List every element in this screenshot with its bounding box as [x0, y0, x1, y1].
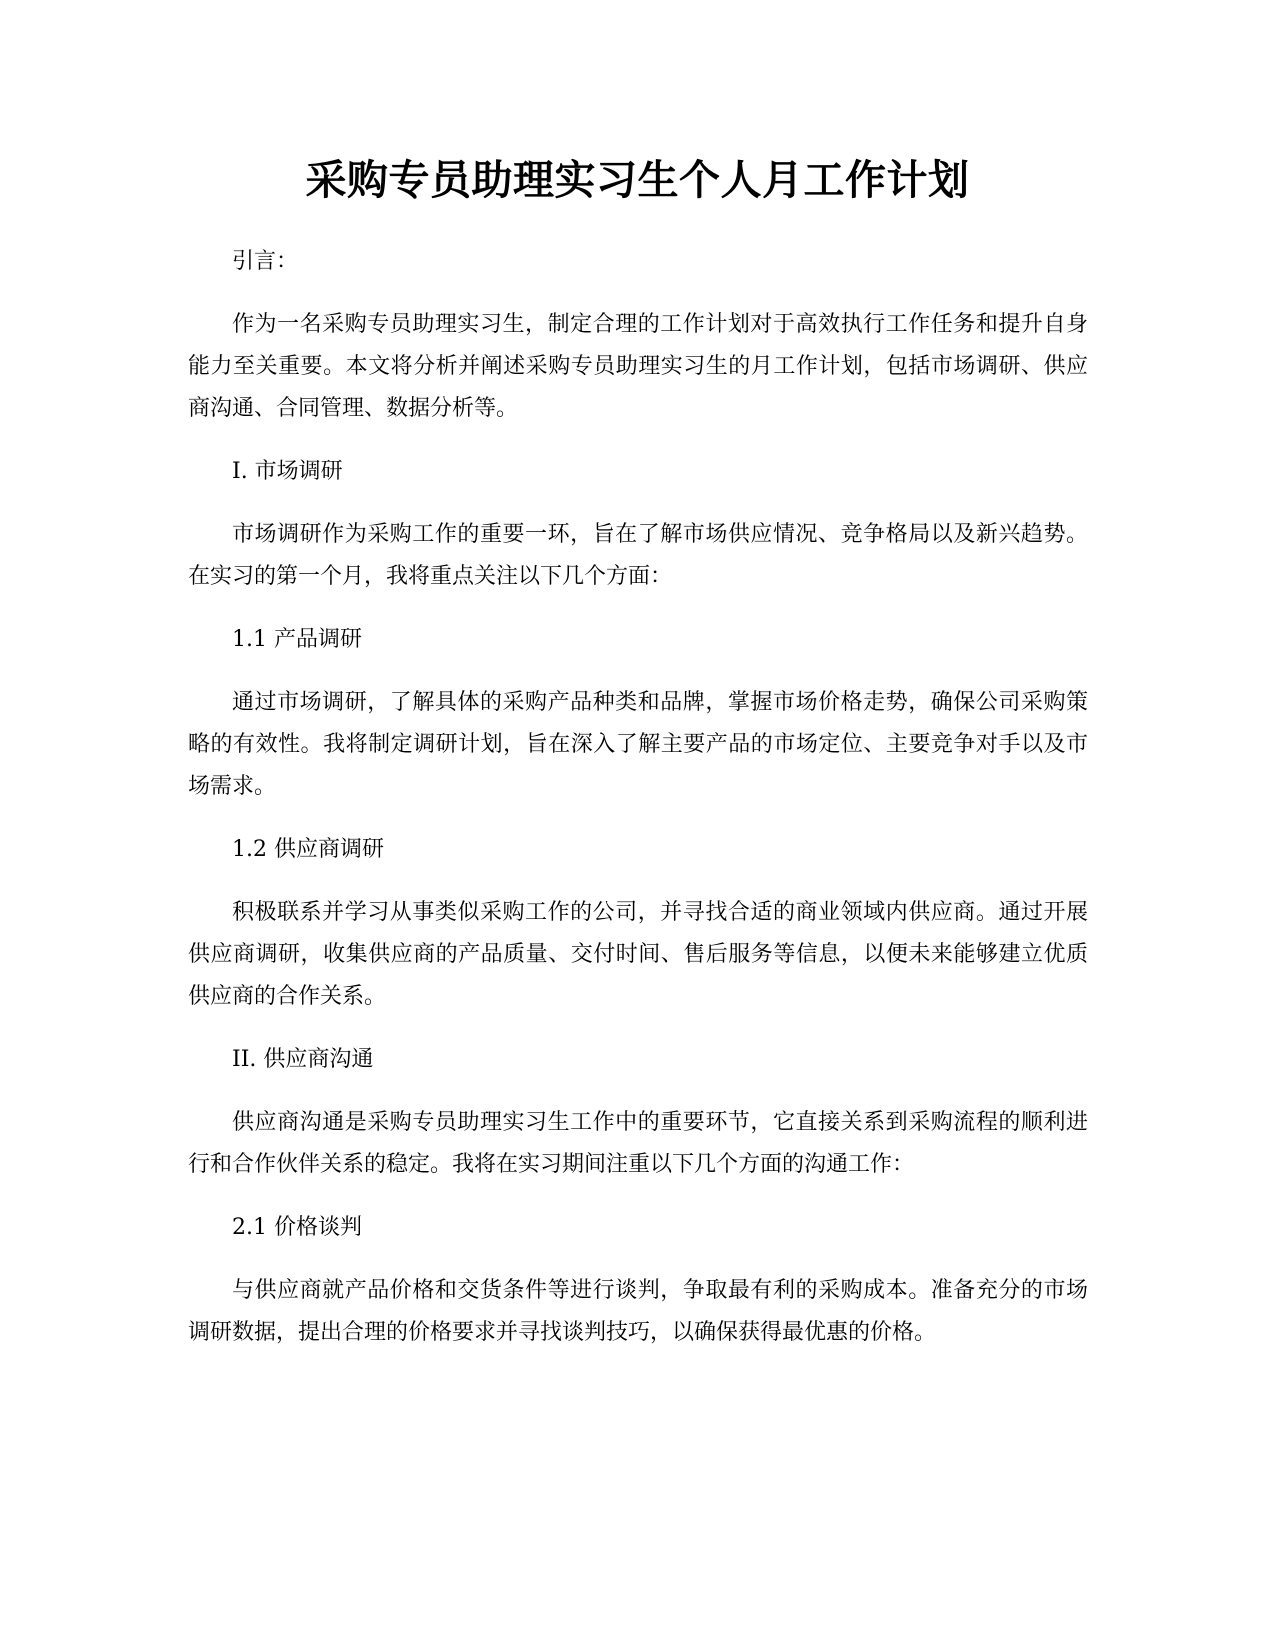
- document-title: 采购专员助理实习生个人月工作计划: [305, 156, 970, 204]
- section-2-paragraph: 供应商沟通是采购专员助理实习生工作中的重要环节，它直接关系到采购流程的顺利进行和合作伙伴关系的稳定。我将在实习期间注重以下几个方面的沟通工作：: [188, 1110, 1088, 1177]
- subsection-2-1-heading: 2.1 价格谈判: [232, 1215, 362, 1240]
- subsection-1-2-heading: 1.2 供应商调研: [232, 837, 384, 862]
- section-1-heading: I. 市场调研: [232, 459, 343, 484]
- section-1-paragraph: 市场调研作为采购工作的重要一环，旨在了解市场供应情况、竞争格局以及新兴趋势。在实习的第一个月，我将重点关注以下几个方面：: [188, 522, 1088, 589]
- section-2-heading: II. 供应商沟通: [232, 1047, 374, 1072]
- subsection-1-1-heading: 1.1 产品调研: [232, 627, 362, 652]
- intro-paragraph: 作为一名采购专员助理实习生，制定合理的工作计划对于高效执行工作任务和提升自身能力至关重要。本文将分析并阐述采购专员助理实习生的月工作计划，包括市场调研、供应商沟通、合同管理、数据分析等。: [188, 312, 1088, 421]
- document-body: [188, 241, 1088, 1375]
- intro-label: 引言：: [232, 249, 299, 274]
- subsection-2-1-paragraph: 与供应商就产品价格和交货条件等进行谈判，争取最有利的采购成本。准备充分的市场调研数据，提出合理的价格要求并寻找谈判技巧，以确保获得最优惠的价格。: [188, 1278, 1088, 1345]
- subsection-1-2-paragraph: 积极联系并学习从事类似采购工作的公司，并寻找合适的商业领域内供应商。通过开展供应商调研，收集供应商的产品质量、交付时间、售后服务等信息，以便未来能够建立优质供应商的合作关系。: [188, 900, 1088, 1009]
- subsection-1-1-paragraph: 通过市场调研，了解具体的采购产品种类和品牌，掌握市场价格走势，确保公司采购策略的有效性。我将制定调研计划，旨在深入了解主要产品的市场定位、主要竞争对手以及市场需求。: [188, 690, 1088, 799]
